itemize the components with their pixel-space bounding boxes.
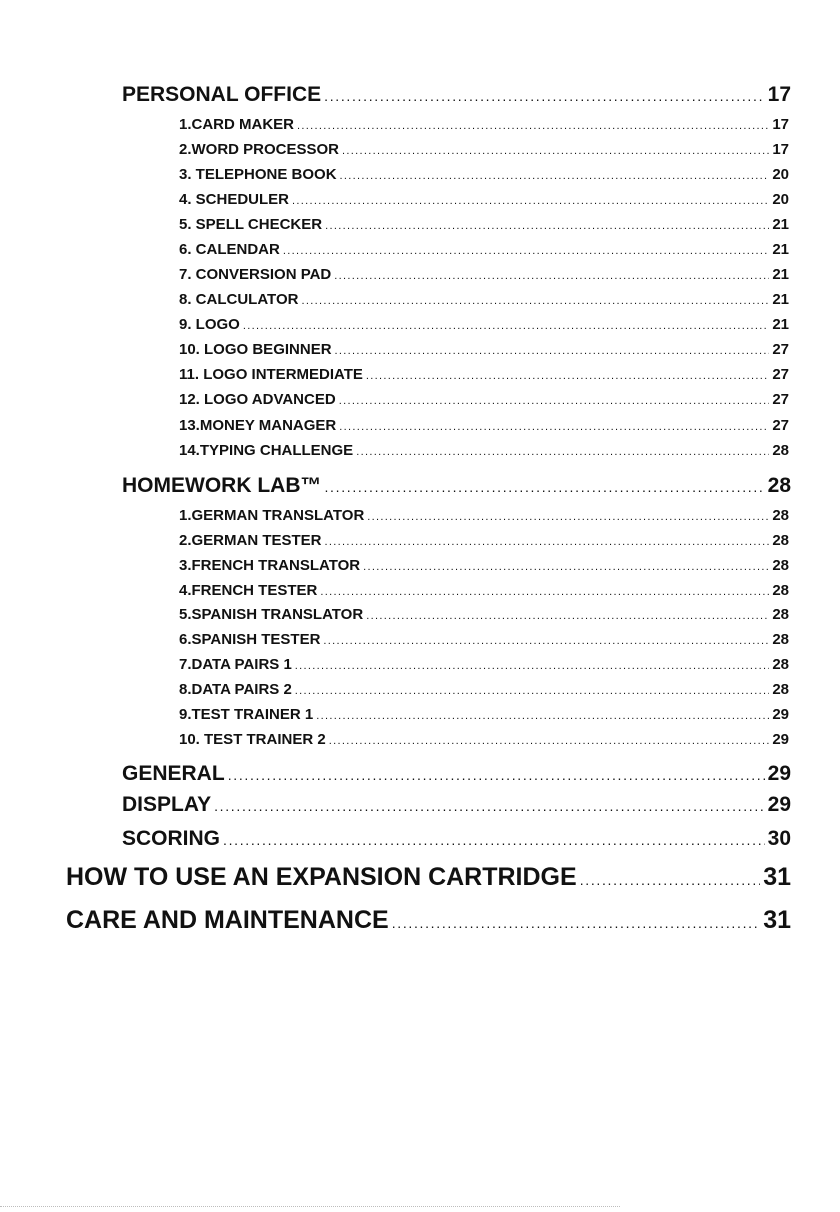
toc-entry-page: 31 (763, 863, 791, 891)
toc-entry-title: HOW TO USE AN EXPANSION CARTRIDGE (66, 863, 577, 891)
toc-entry-page: 28 (767, 474, 791, 497)
dot-leader (283, 245, 769, 257)
dot-leader (301, 295, 769, 307)
toc-entry-page: 21 (772, 241, 789, 258)
toc-entry (122, 762, 791, 786)
toc-entry (122, 793, 791, 817)
dot-leader (335, 345, 770, 357)
dot-leader (223, 832, 765, 848)
toc-entry-title: 3. TELEPHONE BOOK (179, 166, 337, 183)
toc-entry-title: PERSONAL OFFICE (122, 83, 322, 106)
toc-entry (179, 391, 789, 408)
toc-entry-title: 13.MONEY MANAGER (179, 417, 337, 434)
toc-entry-page: 28 (772, 532, 789, 549)
dotted-rule (0, 1206, 620, 1207)
toc-entry (179, 681, 789, 698)
dot-leader (392, 915, 761, 931)
toc-entry (122, 474, 791, 498)
toc-entry-title: 10. LOGO BEGINNER (179, 341, 332, 358)
toc-entry-title: 9.TEST TRAINER 1 (179, 706, 314, 723)
toc-entry-title: 4.FRENCH TESTER (179, 582, 318, 599)
toc-entry-page: 28 (772, 631, 789, 648)
toc-entry (179, 656, 789, 673)
dot-leader (228, 767, 765, 783)
toc-entry-title: 1.CARD MAKER (179, 116, 295, 133)
dot-leader (323, 635, 769, 647)
toc-entry-title: GENERAL (122, 762, 225, 785)
toc-entry (179, 631, 789, 648)
toc-entry (179, 507, 789, 524)
dot-leader (366, 370, 769, 382)
toc-entry (179, 216, 789, 233)
toc-entry-page: 28 (772, 442, 789, 459)
toc-entry (179, 366, 789, 383)
toc-entry (179, 316, 789, 333)
toc-entry-page: 28 (772, 557, 789, 574)
dot-leader (295, 660, 770, 672)
dot-leader (297, 120, 769, 132)
toc-entry (179, 706, 789, 723)
toc-entry-page: 27 (772, 417, 789, 434)
toc-entry (179, 116, 789, 133)
toc-entry-title: 6.SPANISH TESTER (179, 631, 321, 648)
dot-leader (366, 610, 769, 622)
toc-entry (122, 827, 791, 851)
toc-entry-title: HOMEWORK LAB™ (122, 474, 322, 497)
toc-entry-page: 29 (767, 793, 791, 816)
dot-leader (340, 170, 770, 182)
dot-leader (243, 320, 769, 332)
toc-entry-title: 2.GERMAN TESTER (179, 532, 322, 549)
dot-leader (325, 536, 770, 548)
toc-entry-title: 14.TYPING CHALLENGE (179, 442, 354, 459)
toc-entry-page: 17 (767, 83, 791, 106)
toc-entry-title: 10. TEST TRAINER 2 (179, 731, 326, 748)
toc-entry-page: 21 (772, 291, 789, 308)
toc-entry-title: 12. LOGO ADVANCED (179, 391, 336, 408)
dot-leader (363, 561, 769, 573)
toc-entry-title: 1.GERMAN TRANSLATOR (179, 507, 365, 524)
toc-entry (66, 863, 791, 892)
dot-leader (339, 395, 770, 407)
toc-entry (179, 532, 789, 549)
toc-entry-page: 28 (772, 582, 789, 599)
toc-entry-title: 7. CONVERSION PAD (179, 266, 332, 283)
toc-entry-title: SCORING (122, 827, 221, 850)
dot-leader (329, 735, 770, 747)
toc-entry (179, 557, 789, 574)
toc-entry (179, 141, 789, 158)
toc-entry (179, 341, 789, 358)
toc-entry (179, 417, 789, 434)
toc-entry-page: 29 (767, 762, 791, 785)
toc-entry-page: 20 (772, 191, 789, 208)
toc-entry-page: 28 (772, 681, 789, 698)
toc-entry-title: 4. SCHEDULER (179, 191, 290, 208)
toc-entry-page: 28 (772, 507, 789, 524)
toc-entry-page: 27 (772, 341, 789, 358)
dot-leader (214, 798, 765, 814)
toc-entry-page: 27 (772, 391, 789, 408)
toc-entry (179, 266, 789, 283)
toc-entry-page: 21 (772, 216, 789, 233)
toc-entry-title: CARE AND MAINTENANCE (66, 906, 389, 934)
toc-entry-title: 7.DATA PAIRS 1 (179, 656, 292, 673)
toc-entry-title: 9. LOGO (179, 316, 240, 333)
toc-entry-page: 27 (772, 366, 789, 383)
toc-entry (179, 291, 789, 308)
toc-entry (179, 442, 789, 459)
toc-entry (179, 191, 789, 208)
toc-entry-title: 8.DATA PAIRS 2 (179, 681, 292, 698)
toc-entry-page: 21 (772, 316, 789, 333)
toc-entry-title: 6. CALENDAR (179, 241, 280, 258)
toc-entry-title: 3.FRENCH TRANSLATOR (179, 557, 361, 574)
dot-leader (325, 220, 769, 232)
toc-entry-title: 8. CALCULATOR (179, 291, 299, 308)
toc-entry-page: 17 (772, 141, 789, 158)
dot-leader (580, 872, 761, 888)
dot-leader (356, 446, 769, 458)
toc-entry-page: 17 (772, 116, 789, 133)
toc-entry-page: 31 (763, 906, 791, 934)
toc-entry-page: 29 (772, 731, 789, 748)
dot-leader (324, 88, 765, 104)
dot-leader (292, 195, 769, 207)
dot-leader (320, 586, 769, 598)
toc-entry (179, 731, 789, 748)
toc-entry-page: 28 (772, 656, 789, 673)
toc-entry (179, 582, 789, 599)
dot-leader (295, 685, 770, 697)
toc-entry-page: 21 (772, 266, 789, 283)
toc-entry-title: 11. LOGO INTERMEDIATE (179, 366, 363, 383)
dot-leader (334, 270, 769, 282)
dot-leader (339, 421, 769, 433)
toc-entry-page: 28 (772, 606, 789, 623)
dot-leader (316, 710, 769, 722)
toc-entry-title: 2.WORD PROCESSOR (179, 141, 340, 158)
toc-entry-page: 29 (772, 706, 789, 723)
toc-entry (179, 241, 789, 258)
toc-entry-page: 30 (767, 827, 791, 850)
dot-leader (342, 145, 769, 157)
toc-entry-title: DISPLAY (122, 793, 212, 816)
toc-entry (179, 606, 789, 623)
toc-entry (179, 166, 789, 183)
toc-entry-title: 5.SPANISH TRANSLATOR (179, 606, 364, 623)
dot-leader (367, 511, 769, 523)
toc-entry (122, 83, 791, 107)
dot-leader (324, 479, 764, 495)
toc-entry-page: 20 (772, 166, 789, 183)
toc-entry-title: 5. SPELL CHECKER (179, 216, 323, 233)
toc-entry (66, 906, 791, 935)
